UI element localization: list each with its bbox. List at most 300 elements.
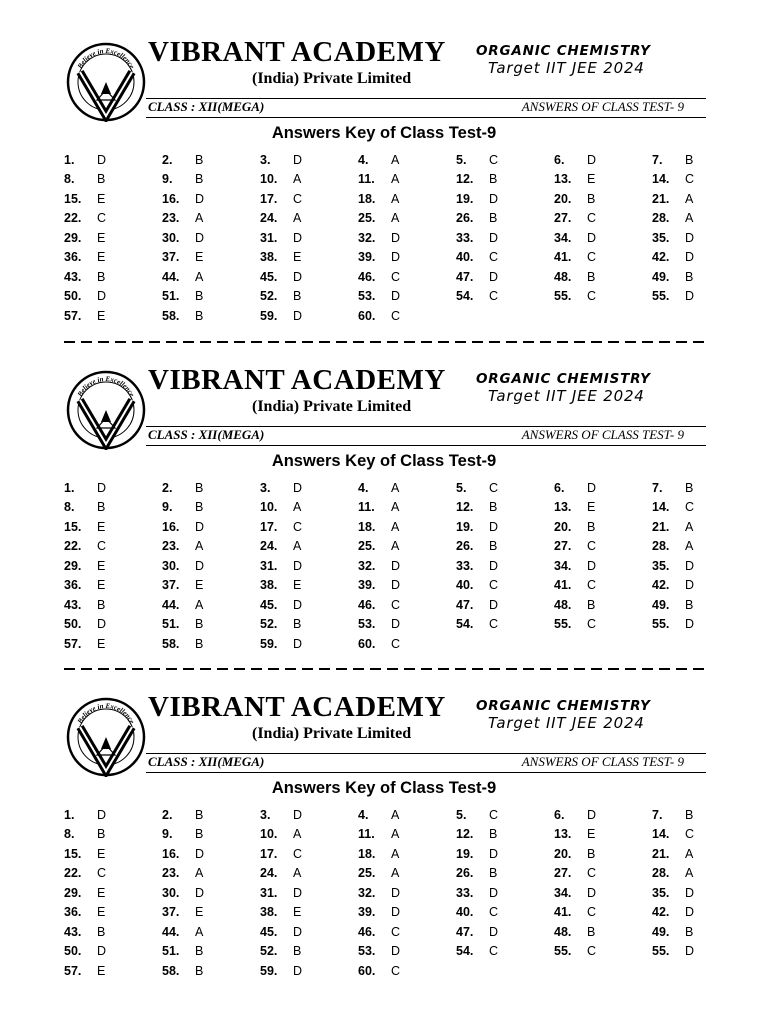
answer-option: B: [195, 289, 204, 304]
question-number: 25.: [358, 211, 376, 226]
cut-line-divider: [64, 668, 704, 670]
question-number: 59.: [260, 308, 278, 323]
answer-item: [456, 825, 554, 845]
question-number: 7.: [652, 807, 663, 822]
answer-option: C: [489, 289, 499, 304]
answer-option: C: [587, 289, 597, 304]
answer-item: [260, 595, 358, 615]
question-number: 9.: [162, 500, 173, 515]
answer-item: [456, 556, 554, 576]
answer-item: [652, 844, 750, 864]
answer-item: [456, 844, 554, 864]
answer-item: [652, 209, 750, 229]
question-number: 41.: [554, 905, 572, 920]
answer-item: [652, 170, 750, 190]
answer-option: C: [97, 866, 107, 881]
question-number: 19.: [456, 191, 474, 206]
answer-item: [652, 248, 750, 268]
question-number: 43.: [64, 597, 82, 612]
answer-item: [64, 844, 162, 864]
answer-item: [652, 189, 750, 209]
question-number: 30.: [162, 885, 180, 900]
answer-item: [260, 942, 358, 962]
answer-option: D: [587, 807, 597, 822]
question-number: 24.: [260, 211, 278, 226]
answer-item: [260, 903, 358, 923]
answer-option: E: [195, 578, 204, 593]
question-number: 6.: [554, 807, 565, 822]
answer-item: [64, 209, 162, 229]
question-number: 29.: [64, 885, 82, 900]
question-number: 15.: [64, 846, 82, 861]
answer-item: [456, 595, 554, 615]
question-number: 53.: [358, 944, 376, 959]
question-number: 32.: [358, 558, 376, 573]
answer-option: A: [391, 152, 400, 167]
company-suffix: (India) Private Limited: [252, 725, 412, 742]
answer-item: [162, 150, 260, 170]
answer-item: [162, 267, 260, 287]
question-number: 16.: [162, 519, 180, 534]
question-number: 20.: [554, 519, 572, 534]
answer-option: A: [685, 191, 694, 206]
answer-option: D: [293, 597, 303, 612]
answer-item: [358, 942, 456, 962]
answer-option: D: [489, 846, 499, 861]
answer-item: [554, 498, 652, 518]
answer-item: [64, 615, 162, 635]
answer-item: [554, 517, 652, 537]
answer-item: [456, 903, 554, 923]
question-number: 3.: [260, 152, 271, 167]
answer-option: A: [391, 539, 400, 554]
target-label: Target IIT JEE 2024: [488, 59, 645, 77]
answer-option: B: [293, 944, 302, 959]
question-number: 48.: [554, 269, 572, 284]
question-number: 3.: [260, 480, 271, 495]
answer-option: E: [587, 827, 596, 842]
subject-label: ORGANIC CHEMISTRY: [476, 43, 651, 59]
answer-item: [652, 883, 750, 903]
answer-option: D: [391, 885, 401, 900]
answer-key-copy-2: [0, 360, 768, 680]
answer-item: [260, 287, 358, 307]
answer-item: [358, 864, 456, 884]
answer-item: [260, 248, 358, 268]
answer-item: [358, 922, 456, 942]
answer-item: [64, 248, 162, 268]
answer-option: C: [97, 211, 107, 226]
answer-item: [554, 825, 652, 845]
answer-option: B: [587, 924, 596, 939]
answer-option: E: [293, 250, 302, 265]
answer-option: D: [685, 885, 695, 900]
answer-item: [358, 634, 456, 654]
answer-option: D: [293, 269, 303, 284]
question-number: 46.: [358, 269, 376, 284]
answer-option: C: [489, 807, 499, 822]
answer-option: B: [489, 539, 498, 554]
question-number: 59.: [260, 636, 278, 651]
question-number: 28.: [652, 866, 670, 881]
answer-item: [456, 248, 554, 268]
header-rule-bottom: [146, 445, 706, 446]
answer-item: [554, 844, 652, 864]
answer-option: C: [391, 308, 401, 323]
answer-option: A: [391, 191, 400, 206]
question-number: 55.: [652, 617, 670, 632]
header-rule-bottom: [146, 772, 706, 773]
question-number: 13.: [554, 500, 572, 515]
answer-item: [260, 922, 358, 942]
answer-option: A: [391, 500, 400, 515]
answer-option: D: [195, 519, 205, 534]
question-number: 44.: [162, 924, 180, 939]
question-number: 38.: [260, 905, 278, 920]
class-label: CLASS : XII(MEGA): [148, 99, 265, 114]
answer-item: [358, 825, 456, 845]
question-number: 35.: [652, 885, 670, 900]
answer-grid: [64, 150, 724, 326]
answer-option: D: [195, 885, 205, 900]
answer-item: [652, 498, 750, 518]
answer-item: [260, 634, 358, 654]
answer-item: [64, 634, 162, 654]
question-number: 57.: [64, 636, 82, 651]
answer-option: A: [195, 211, 204, 226]
answer-option: B: [97, 924, 106, 939]
answer-item: [456, 209, 554, 229]
question-number: 24.: [260, 866, 278, 881]
answer-item: [162, 922, 260, 942]
answer-item: [260, 150, 358, 170]
answer-option: C: [587, 944, 597, 959]
answer-item: [554, 287, 652, 307]
header-rule-bottom: [146, 117, 706, 118]
question-number: 42.: [652, 578, 670, 593]
class-label: CLASS : XII(MEGA): [148, 754, 265, 769]
question-number: 4.: [358, 480, 369, 495]
question-number: 50.: [64, 289, 82, 304]
answer-item: [64, 478, 162, 498]
answer-item: [162, 864, 260, 884]
answer-option: D: [391, 617, 401, 632]
question-number: 33.: [456, 558, 474, 573]
question-number: 29.: [64, 558, 82, 573]
question-number: 58.: [162, 636, 180, 651]
answer-item: [652, 576, 750, 596]
question-number: 9.: [162, 827, 173, 842]
answer-item: [652, 556, 750, 576]
answer-item: [64, 517, 162, 537]
answer-item: [260, 209, 358, 229]
answer-option: D: [391, 558, 401, 573]
question-number: 42.: [652, 250, 670, 265]
answer-item: [358, 844, 456, 864]
question-number: 31.: [260, 230, 278, 245]
question-number: 54.: [456, 617, 474, 632]
company-suffix: (India) Private Limited: [252, 70, 412, 87]
question-number: 1.: [64, 807, 75, 822]
answer-option: D: [293, 807, 303, 822]
answer-item: [456, 498, 554, 518]
answer-option: C: [587, 250, 597, 265]
answer-option: B: [587, 846, 596, 861]
answer-option: B: [195, 807, 204, 822]
question-number: 34.: [554, 230, 572, 245]
question-number: 21.: [652, 846, 670, 861]
answer-option: D: [293, 480, 303, 495]
question-number: 32.: [358, 230, 376, 245]
answer-item: [64, 170, 162, 190]
question-number: 12.: [456, 827, 474, 842]
answer-option: D: [293, 152, 303, 167]
answer-option: D: [587, 558, 597, 573]
answer-option: C: [293, 519, 303, 534]
answer-option: E: [293, 578, 302, 593]
answer-option: D: [97, 289, 107, 304]
answer-item: [554, 595, 652, 615]
answer-option: A: [195, 269, 204, 284]
answer-key-copy-1: [0, 32, 768, 352]
answer-option: D: [685, 289, 695, 304]
answer-item: [260, 576, 358, 596]
question-number: 51.: [162, 289, 180, 304]
answer-option: A: [391, 866, 400, 881]
answer-item: [64, 228, 162, 248]
question-number: 23.: [162, 211, 180, 226]
answer-item: [64, 498, 162, 518]
answer-item: [652, 228, 750, 248]
answer-option: D: [97, 152, 107, 167]
answer-option: C: [587, 539, 597, 554]
question-number: 11.: [358, 827, 375, 842]
question-number: 40.: [456, 905, 474, 920]
academy-logo: [66, 697, 146, 777]
answer-item: [64, 883, 162, 903]
answer-item: [358, 556, 456, 576]
question-number: 27.: [554, 866, 572, 881]
answer-item: [456, 170, 554, 190]
answer-option: D: [195, 558, 205, 573]
answer-option: C: [685, 827, 695, 842]
answer-option: C: [587, 866, 597, 881]
answers-of-label: ANSWERS OF CLASS TEST- 9: [521, 99, 684, 114]
answer-option: D: [195, 191, 205, 206]
question-number: 39.: [358, 250, 376, 265]
answer-item: [260, 961, 358, 981]
academy-name: VIBRANT ACADEMY: [148, 691, 446, 723]
question-number: 43.: [64, 269, 82, 284]
question-number: 22.: [64, 866, 82, 881]
answer-item: [358, 150, 456, 170]
answer-option: C: [489, 152, 499, 167]
answer-item: [554, 248, 652, 268]
answer-option: B: [587, 269, 596, 284]
answers-of-label: ANSWERS OF CLASS TEST- 9: [521, 754, 684, 769]
answer-item: [260, 805, 358, 825]
question-number: 52.: [260, 289, 278, 304]
question-number: 19.: [456, 846, 474, 861]
answer-item: [456, 537, 554, 557]
question-number: 35.: [652, 558, 670, 573]
answer-item: [554, 864, 652, 884]
answer-item: [456, 189, 554, 209]
answer-item: [554, 942, 652, 962]
answer-option: A: [391, 172, 400, 187]
answer-option: B: [685, 152, 694, 167]
answer-option: C: [489, 905, 499, 920]
answer-item: [554, 537, 652, 557]
academy-logo: [66, 42, 146, 122]
answer-option: D: [293, 924, 303, 939]
answer-option: A: [293, 172, 302, 187]
answer-item: [554, 922, 652, 942]
answer-option: D: [489, 558, 499, 573]
question-number: 49.: [652, 597, 670, 612]
answer-item: [358, 883, 456, 903]
answer-item: [554, 170, 652, 190]
question-number: 2.: [162, 480, 173, 495]
question-number: 35.: [652, 230, 670, 245]
question-number: 25.: [358, 866, 376, 881]
question-number: 34.: [554, 558, 572, 573]
question-number: 11.: [358, 172, 375, 187]
answer-option: A: [293, 827, 302, 842]
question-number: 16.: [162, 846, 180, 861]
answer-item: [260, 537, 358, 557]
question-number: 28.: [652, 539, 670, 554]
question-number: 14.: [652, 500, 670, 515]
answer-option: A: [195, 866, 204, 881]
answer-key-copy-3: [0, 687, 768, 1007]
question-number: 60.: [358, 636, 376, 651]
question-number: 55.: [554, 944, 572, 959]
answer-item: [456, 805, 554, 825]
answer-item: [652, 267, 750, 287]
answer-item: [652, 537, 750, 557]
answer-option: B: [195, 944, 204, 959]
question-number: 19.: [456, 519, 474, 534]
answer-option: D: [685, 578, 695, 593]
answer-item: [162, 189, 260, 209]
answer-item: [554, 556, 652, 576]
question-number: 12.: [456, 500, 474, 515]
answer-item: [64, 922, 162, 942]
answer-option: D: [587, 480, 597, 495]
answer-item: [162, 961, 260, 981]
answer-item: [358, 228, 456, 248]
answer-option: C: [293, 191, 303, 206]
answer-option: A: [685, 539, 694, 554]
target-label: Target IIT JEE 2024: [488, 714, 645, 732]
question-number: 33.: [456, 230, 474, 245]
question-number: 47.: [456, 269, 474, 284]
academy-logo-emblem: [66, 370, 146, 450]
question-number: 37.: [162, 905, 180, 920]
answer-option: A: [685, 866, 694, 881]
answer-item: [260, 864, 358, 884]
question-number: 53.: [358, 289, 376, 304]
question-number: 39.: [358, 578, 376, 593]
answer-item: [358, 805, 456, 825]
answer-item: [358, 595, 456, 615]
question-number: 4.: [358, 807, 369, 822]
question-number: 41.: [554, 250, 572, 265]
answer-option: B: [587, 597, 596, 612]
answer-item: [358, 209, 456, 229]
question-number: 50.: [64, 617, 82, 632]
answer-option: D: [685, 558, 695, 573]
answer-item: [260, 478, 358, 498]
question-number: 51.: [162, 617, 180, 632]
answer-item: [64, 595, 162, 615]
answer-item: [260, 517, 358, 537]
answer-option: D: [685, 230, 695, 245]
question-number: 40.: [456, 250, 474, 265]
answer-option: D: [293, 636, 303, 651]
question-number: 17.: [260, 846, 278, 861]
answer-option: E: [97, 308, 106, 323]
answer-option: A: [195, 539, 204, 554]
answer-option: B: [97, 827, 106, 842]
answer-option: A: [391, 211, 400, 226]
answer-item: [260, 306, 358, 326]
answer-item: [358, 170, 456, 190]
answer-option: B: [489, 827, 498, 842]
answer-item: [456, 922, 554, 942]
answer-option: C: [685, 500, 695, 515]
answer-option: B: [195, 152, 204, 167]
answer-item: [260, 883, 358, 903]
question-number: 4.: [358, 152, 369, 167]
answer-option: E: [293, 905, 302, 920]
answer-option: B: [685, 924, 694, 939]
answer-option: A: [195, 924, 204, 939]
answer-option: C: [391, 963, 401, 978]
question-number: 47.: [456, 924, 474, 939]
answer-item: [162, 576, 260, 596]
answer-option: A: [391, 807, 400, 822]
answer-option: D: [97, 807, 107, 822]
answer-option: B: [97, 269, 106, 284]
answer-item: [456, 267, 554, 287]
answer-grid: [64, 805, 724, 981]
answer-option: A: [293, 211, 302, 226]
answer-option: D: [195, 230, 205, 245]
answer-option: A: [685, 211, 694, 226]
answer-option: C: [293, 846, 303, 861]
answer-item: [260, 556, 358, 576]
answer-item: [652, 478, 750, 498]
answer-item: [652, 903, 750, 923]
answer-item: [358, 903, 456, 923]
question-number: 42.: [652, 905, 670, 920]
answer-option: E: [195, 250, 204, 265]
question-number: 10.: [260, 827, 278, 842]
answer-item: [162, 306, 260, 326]
svg-text:Believe in Excellence: Believe in Excellence: [76, 46, 137, 70]
question-number: 23.: [162, 539, 180, 554]
answer-item: [456, 883, 554, 903]
answer-key-title: Answers Key of Class Test-9: [271, 779, 497, 797]
question-number: 57.: [64, 963, 82, 978]
answer-option: E: [97, 885, 106, 900]
question-number: 54.: [456, 944, 474, 959]
question-number: 41.: [554, 578, 572, 593]
answer-option: E: [97, 230, 106, 245]
answer-option: B: [587, 191, 596, 206]
